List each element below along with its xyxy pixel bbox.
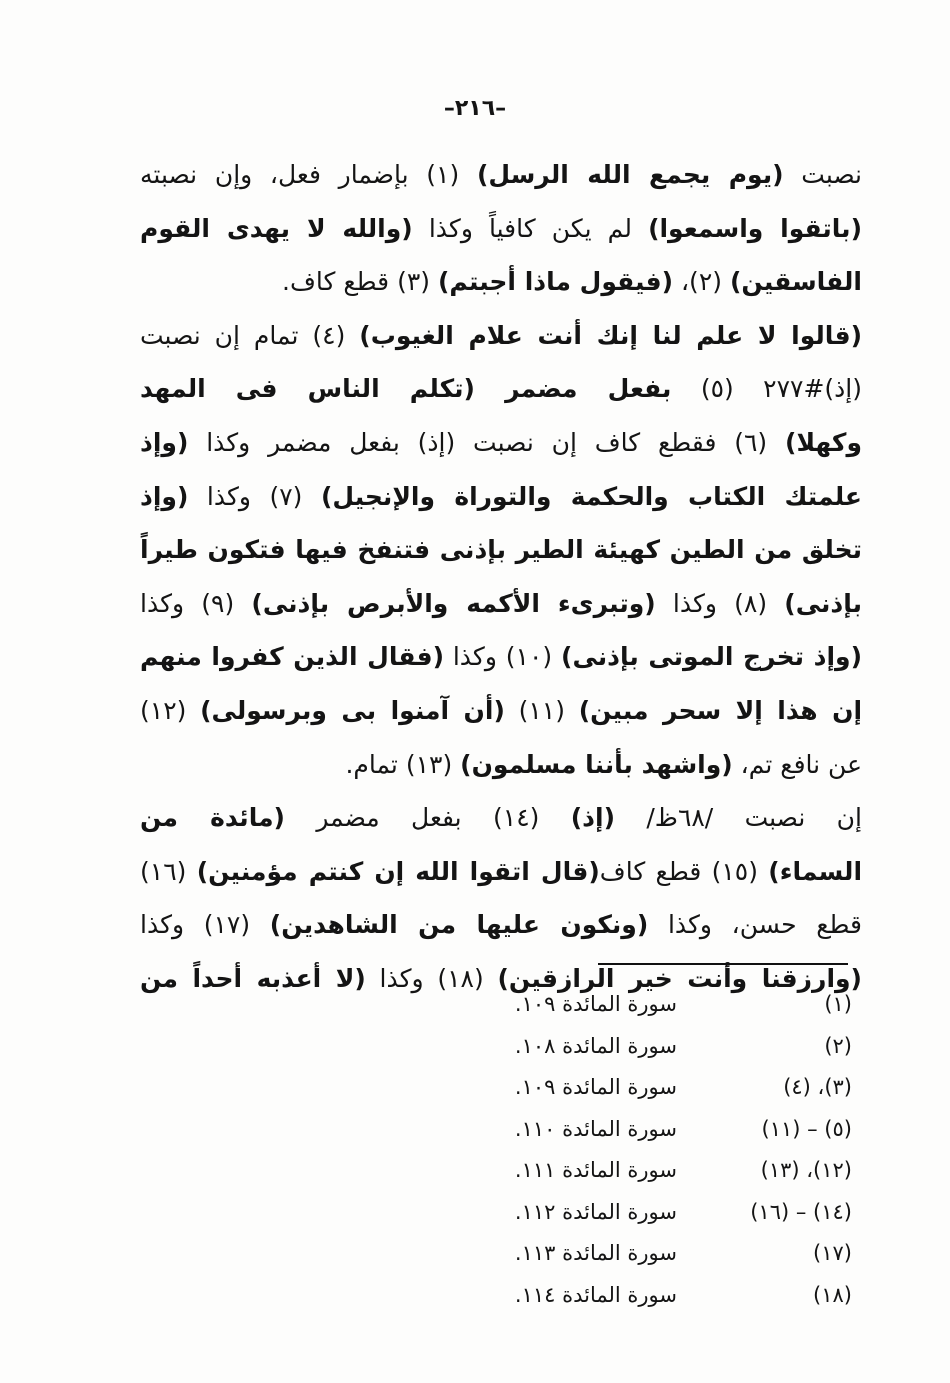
- commentary-text: (١٨) وكذا: [365, 963, 498, 993]
- text-line: [140, 845, 862, 899]
- quran-quote: تخلق من الطين كهيئة الطير بإذنى فتنفخ فيها فتكون طيراً: [140, 535, 862, 565]
- quran-quote: (وتبرىء الأكمه والأبرص بإذنى): [251, 588, 656, 618]
- footnote-reference: سورة المائدة ١١٣.: [514, 1241, 677, 1265]
- text-line: [140, 470, 862, 524]
- footnote-reference: سورة المائدة ١٠٨.: [514, 1033, 677, 1058]
- footnote-reference: سورة المائدة ١١٢.: [514, 1199, 677, 1224]
- footnotes: [480, 984, 852, 1316]
- footnote-number: (١٧): [813, 1241, 852, 1265]
- text-line: [140, 362, 862, 416]
- commentary-text: (١٧) وكذا: [140, 910, 270, 940]
- footnote: [480, 1109, 852, 1151]
- footnote: [480, 1067, 852, 1109]
- footnote-separator: [598, 963, 848, 965]
- commentary-text: نصبت: [783, 160, 862, 189]
- text-line: [140, 416, 862, 470]
- commentary-text: لم يكن كافياً وكذا: [412, 213, 649, 243]
- footnote-reference: سورة المائدة ١١٤.: [514, 1282, 677, 1307]
- text-line: [140, 148, 862, 202]
- quran-quote: (فقال الذين كفروا منهم: [140, 642, 444, 672]
- quran-quote: علمتك الكتاب والحكمة والتوراة والإنجيل): [320, 481, 862, 511]
- footnote-number: (١): [824, 992, 852, 1016]
- commentary-text: (٥): [671, 374, 764, 404]
- footnote-number: (٥) – (١١): [761, 1116, 852, 1141]
- commentary-text: (١) بإضمار فعل، وإن نصبته: [140, 160, 477, 189]
- text-line: [140, 684, 862, 738]
- footnote: [480, 1192, 852, 1234]
- footnote: [480, 1233, 852, 1275]
- quran-quote: (قال اتقوا الله إن كنتم مؤمنين): [196, 856, 600, 886]
- quran-quote: (ونكون عليها من الشاهدين): [269, 910, 649, 940]
- quran-quote: الفاسقين): [729, 267, 862, 297]
- commentary-text: (إذ)#٢٧٧: [763, 374, 862, 404]
- footnote-number: (١٢)، (١٣): [760, 1158, 852, 1182]
- footnote-reference: سورة المائدة ١١١.: [514, 1158, 677, 1182]
- quran-quote: (وإذ: [140, 481, 189, 511]
- quran-quote: (واشهد بأننا مسلمون): [460, 749, 733, 779]
- quran-quote: (والله لا يهدى القوم: [140, 213, 413, 243]
- commentary-text: (١٥) قطع كاف: [599, 856, 769, 886]
- commentary-text: (٢)،: [673, 267, 730, 297]
- commentary-text: (١٣) تمام.: [345, 749, 461, 779]
- footnote-number: (٢): [824, 1033, 852, 1058]
- commentary-text: (١١): [504, 695, 579, 725]
- quran-quote: السماء): [768, 856, 862, 886]
- commentary-text: (١٦): [140, 856, 197, 886]
- quran-quote: (وإذ تخرج الموتى بإذنى): [561, 642, 862, 672]
- quran-quote: (أن آمنوا بى وبرسولى): [200, 695, 505, 725]
- footnote-number: (٣)، (٤): [783, 1075, 852, 1099]
- text-line: [140, 523, 862, 577]
- quran-quote: (وإذ: [140, 427, 189, 457]
- commentary-text: (٧) وكذا: [188, 481, 321, 511]
- commentary-text: (٤) تمام إن نصبت: [140, 320, 360, 350]
- quran-quote: (فيقول ماذا أجبتم): [437, 267, 674, 297]
- quran-quote: إن هذا إلا سحر مبين): [578, 695, 862, 725]
- commentary-text: (٣) قطع كاف.: [282, 267, 438, 297]
- commentary-text: (٦) فقطع كاف إن نصبت (إذ) بفعل مضمر وكذا: [188, 427, 786, 457]
- footnote-reference: سورة المائدة ١١٠.: [514, 1116, 677, 1141]
- commentary-text: (١٠) وكذا: [444, 642, 562, 672]
- commentary-text: إن نصبت /٦٨ظ/: [615, 803, 862, 833]
- text-line: [140, 738, 862, 792]
- text-line: [140, 630, 862, 684]
- footnote: [480, 1275, 852, 1317]
- text-line: [140, 309, 862, 363]
- quran-quote: (لا أعذبه أحداً من: [140, 963, 366, 993]
- commentary-text: (٨) وكذا: [655, 588, 785, 618]
- quran-quote: (قالوا لا علم لنا إنك أنت علام الغيوب): [359, 320, 862, 350]
- text-line: [140, 577, 862, 631]
- quran-quote: بفعل مضمر: [474, 374, 672, 404]
- quran-quote: (يوم يجمع الله الرسل): [476, 160, 784, 189]
- text-line: [140, 898, 862, 952]
- footnote-number: (١٨): [813, 1282, 852, 1307]
- commentary-text: عن نافع تم،: [732, 749, 862, 779]
- commentary-text: (١٤) بفعل مضمر: [284, 803, 571, 833]
- quran-quote: (باتقوا واسمعوا): [648, 213, 862, 243]
- footnote-reference: سورة المائدة ١٠٩.: [514, 992, 677, 1016]
- commentary-text: قطع حسن، وكذا: [648, 910, 862, 940]
- quran-quote: (مائدة من: [140, 803, 285, 833]
- footnote: [480, 984, 852, 1026]
- quran-quote: (إذ): [570, 803, 616, 833]
- text-line: [140, 791, 862, 845]
- commentary-text: (٩) وكذا: [140, 588, 252, 618]
- text-line: [140, 255, 862, 309]
- footnote-reference: سورة المائدة ١٠٩.: [514, 1075, 677, 1099]
- main-text: [140, 148, 862, 1006]
- footnote-number: (١٤) – (١٦): [750, 1199, 852, 1224]
- footnote: [480, 1026, 852, 1068]
- quran-quote: (وارزقنا وأنت خير الرازقين): [497, 963, 862, 993]
- page-number: –٢١٦–: [443, 96, 507, 121]
- commentary-text: (١٢): [140, 695, 201, 725]
- footnote: [480, 1150, 852, 1192]
- quran-quote: (تكلم الناس فى المهد: [140, 374, 475, 404]
- quran-quote: بإذنى): [784, 588, 862, 618]
- quran-quote: وكهلا): [785, 427, 862, 457]
- text-line: [140, 202, 862, 256]
